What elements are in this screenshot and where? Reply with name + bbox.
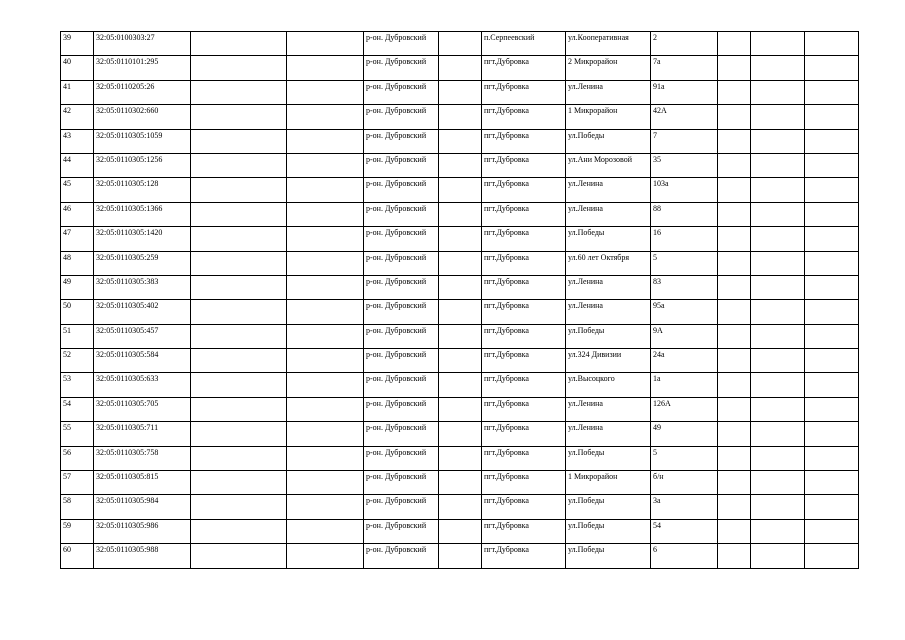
settlement-cell: пгт.Дубровка bbox=[482, 471, 566, 495]
settlement-cell: пгт.Дубровка bbox=[482, 397, 566, 421]
settlement-cell: пгт.Дубровка bbox=[482, 324, 566, 348]
settlement-cell: пгт.Дубровка bbox=[482, 129, 566, 153]
blank-cell bbox=[191, 153, 287, 177]
blank-cell bbox=[287, 32, 364, 56]
street-cell: ул.Ленина bbox=[566, 397, 651, 421]
blank-cell bbox=[439, 251, 482, 275]
row-number-cell: 51 bbox=[61, 324, 94, 348]
blank-cell bbox=[439, 129, 482, 153]
blank-cell bbox=[439, 32, 482, 56]
house-number-cell: 5 bbox=[651, 446, 718, 470]
blank-cell bbox=[191, 56, 287, 80]
settlement-cell: пгт.Дубровка bbox=[482, 178, 566, 202]
blank-cell bbox=[805, 105, 859, 129]
blank-cell bbox=[718, 422, 751, 446]
house-number-cell: 16 bbox=[651, 227, 718, 251]
street-cell: ул.Ленина bbox=[566, 422, 651, 446]
blank-cell bbox=[805, 422, 859, 446]
district-cell: р-он. Дубровский bbox=[364, 80, 439, 104]
house-number-cell: 24а bbox=[651, 349, 718, 373]
settlement-cell: пгт.Дубровка bbox=[482, 56, 566, 80]
cadastral-number-cell: 32:05:0110305:457 bbox=[94, 324, 191, 348]
property-table bbox=[60, 31, 859, 569]
district-cell: р-он. Дубровский bbox=[364, 519, 439, 543]
blank-cell bbox=[191, 129, 287, 153]
blank-cell bbox=[439, 349, 482, 373]
table-row bbox=[61, 422, 859, 446]
blank-cell bbox=[439, 105, 482, 129]
cadastral-number-cell: 32:05:0110305:584 bbox=[94, 349, 191, 373]
blank-cell bbox=[191, 519, 287, 543]
house-number-cell: 1а bbox=[651, 373, 718, 397]
blank-cell bbox=[805, 495, 859, 519]
blank-cell bbox=[287, 105, 364, 129]
house-number-cell: 5 bbox=[651, 251, 718, 275]
blank-cell bbox=[287, 251, 364, 275]
blank-cell bbox=[191, 275, 287, 299]
cadastral-number-cell: 32:05:0110305:383 bbox=[94, 275, 191, 299]
blank-cell bbox=[191, 471, 287, 495]
house-number-cell: 35 bbox=[651, 153, 718, 177]
blank-cell bbox=[191, 202, 287, 226]
blank-cell bbox=[439, 519, 482, 543]
blank-cell bbox=[287, 56, 364, 80]
blank-cell bbox=[439, 153, 482, 177]
blank-cell bbox=[805, 275, 859, 299]
blank-cell bbox=[191, 227, 287, 251]
blank-cell bbox=[751, 446, 805, 470]
blank-cell bbox=[439, 300, 482, 324]
table-row bbox=[61, 251, 859, 275]
blank-cell bbox=[439, 373, 482, 397]
settlement-cell: п.Серпеевский bbox=[482, 32, 566, 56]
settlement-cell: пгт.Дубровка bbox=[482, 349, 566, 373]
house-number-cell: б/н bbox=[651, 471, 718, 495]
blank-cell bbox=[439, 178, 482, 202]
blank-cell bbox=[439, 227, 482, 251]
settlement-cell: пгт.Дубровка bbox=[482, 251, 566, 275]
row-number-cell: 56 bbox=[61, 446, 94, 470]
cadastral-number-cell: 32:05:0110101:295 bbox=[94, 56, 191, 80]
district-cell: р-он. Дубровский bbox=[364, 300, 439, 324]
district-cell: р-он. Дубровский bbox=[364, 471, 439, 495]
street-cell: ул.Ленина bbox=[566, 275, 651, 299]
blank-cell bbox=[751, 202, 805, 226]
blank-cell bbox=[287, 422, 364, 446]
table-row bbox=[61, 129, 859, 153]
district-cell: р-он. Дубровский bbox=[364, 56, 439, 80]
house-number-cell: 95а bbox=[651, 300, 718, 324]
blank-cell bbox=[191, 349, 287, 373]
settlement-cell: пгт.Дубровка bbox=[482, 227, 566, 251]
table-row bbox=[61, 397, 859, 421]
blank-cell bbox=[751, 544, 805, 568]
blank-cell bbox=[191, 446, 287, 470]
table-row bbox=[61, 153, 859, 177]
cadastral-number-cell: 32:05:0110305:815 bbox=[94, 471, 191, 495]
house-number-cell: 91а bbox=[651, 80, 718, 104]
house-number-cell: 54 bbox=[651, 519, 718, 543]
table-row bbox=[61, 300, 859, 324]
table-row bbox=[61, 227, 859, 251]
row-number-cell: 43 bbox=[61, 129, 94, 153]
blank-cell bbox=[751, 275, 805, 299]
blank-cell bbox=[287, 80, 364, 104]
blank-cell bbox=[287, 202, 364, 226]
row-number-cell: 45 bbox=[61, 178, 94, 202]
blank-cell bbox=[191, 80, 287, 104]
blank-cell bbox=[751, 519, 805, 543]
row-number-cell: 53 bbox=[61, 373, 94, 397]
table-row bbox=[61, 202, 859, 226]
house-number-cell: 3а bbox=[651, 495, 718, 519]
district-cell: р-он. Дубровский bbox=[364, 105, 439, 129]
district-cell: р-он. Дубровский bbox=[364, 422, 439, 446]
blank-cell bbox=[805, 373, 859, 397]
blank-cell bbox=[191, 105, 287, 129]
district-cell: р-он. Дубровский bbox=[364, 227, 439, 251]
district-cell: р-он. Дубровский bbox=[364, 251, 439, 275]
blank-cell bbox=[718, 397, 751, 421]
table-row bbox=[61, 544, 859, 568]
blank-cell bbox=[751, 80, 805, 104]
blank-cell bbox=[191, 324, 287, 348]
cadastral-number-cell: 32:05:0110305:988 bbox=[94, 544, 191, 568]
blank-cell bbox=[287, 446, 364, 470]
blank-cell bbox=[191, 251, 287, 275]
blank-cell bbox=[439, 471, 482, 495]
blank-cell bbox=[191, 397, 287, 421]
blank-cell bbox=[751, 324, 805, 348]
blank-cell bbox=[287, 275, 364, 299]
settlement-cell: пгт.Дубровка bbox=[482, 373, 566, 397]
table-body bbox=[61, 32, 859, 569]
blank-cell bbox=[718, 56, 751, 80]
blank-cell bbox=[191, 178, 287, 202]
row-number-cell: 48 bbox=[61, 251, 94, 275]
cadastral-number-cell: 32:05:0110302:660 bbox=[94, 105, 191, 129]
blank-cell bbox=[751, 153, 805, 177]
blank-cell bbox=[718, 227, 751, 251]
blank-cell bbox=[439, 495, 482, 519]
blank-cell bbox=[287, 300, 364, 324]
district-cell: р-он. Дубровский bbox=[364, 32, 439, 56]
blank-cell bbox=[718, 32, 751, 56]
blank-cell bbox=[805, 446, 859, 470]
district-cell: р-он. Дубровский bbox=[364, 129, 439, 153]
blank-cell bbox=[805, 471, 859, 495]
blank-cell bbox=[718, 324, 751, 348]
district-cell: р-он. Дубровский bbox=[364, 178, 439, 202]
blank-cell bbox=[191, 373, 287, 397]
district-cell: р-он. Дубровский bbox=[364, 397, 439, 421]
house-number-cell: 7 bbox=[651, 129, 718, 153]
house-number-cell: 103а bbox=[651, 178, 718, 202]
blank-cell bbox=[287, 373, 364, 397]
street-cell: ул.Победы bbox=[566, 544, 651, 568]
row-number-cell: 49 bbox=[61, 275, 94, 299]
table-row bbox=[61, 178, 859, 202]
row-number-cell: 39 bbox=[61, 32, 94, 56]
settlement-cell: пгт.Дубровка bbox=[482, 153, 566, 177]
cadastral-number-cell: 32:05:0110305:633 bbox=[94, 373, 191, 397]
blank-cell bbox=[439, 202, 482, 226]
blank-cell bbox=[805, 80, 859, 104]
table-row bbox=[61, 324, 859, 348]
street-cell: ул.Высоцкого bbox=[566, 373, 651, 397]
blank-cell bbox=[287, 397, 364, 421]
cadastral-number-cell: 32:05:0110305:711 bbox=[94, 422, 191, 446]
settlement-cell: пгт.Дубровка bbox=[482, 544, 566, 568]
blank-cell bbox=[287, 129, 364, 153]
blank-cell bbox=[805, 202, 859, 226]
blank-cell bbox=[287, 153, 364, 177]
row-number-cell: 44 bbox=[61, 153, 94, 177]
settlement-cell: пгт.Дубровка bbox=[482, 275, 566, 299]
blank-cell bbox=[287, 227, 364, 251]
blank-cell bbox=[751, 32, 805, 56]
district-cell: р-он. Дубровский bbox=[364, 324, 439, 348]
blank-cell bbox=[718, 471, 751, 495]
blank-cell bbox=[751, 105, 805, 129]
blank-cell bbox=[287, 349, 364, 373]
blank-cell bbox=[805, 32, 859, 56]
blank-cell bbox=[718, 519, 751, 543]
house-number-cell: 6 bbox=[651, 544, 718, 568]
blank-cell bbox=[439, 397, 482, 421]
street-cell: 1 Микрорайон bbox=[566, 105, 651, 129]
cadastral-number-cell: 32:05:0110305:984 bbox=[94, 495, 191, 519]
house-number-cell: 83 bbox=[651, 275, 718, 299]
table-row bbox=[61, 519, 859, 543]
table-row bbox=[61, 373, 859, 397]
blank-cell bbox=[751, 129, 805, 153]
street-cell: ул.Победы bbox=[566, 324, 651, 348]
blank-cell bbox=[718, 202, 751, 226]
blank-cell bbox=[287, 544, 364, 568]
blank-cell bbox=[439, 56, 482, 80]
blank-cell bbox=[751, 227, 805, 251]
table-row bbox=[61, 56, 859, 80]
blank-cell bbox=[439, 422, 482, 446]
blank-cell bbox=[805, 129, 859, 153]
street-cell: ул.Ани Морозовой bbox=[566, 153, 651, 177]
district-cell: р-он. Дубровский bbox=[364, 544, 439, 568]
row-number-cell: 46 bbox=[61, 202, 94, 226]
blank-cell bbox=[805, 349, 859, 373]
table-row bbox=[61, 349, 859, 373]
cadastral-number-cell: 32:05:0110305:1059 bbox=[94, 129, 191, 153]
blank-cell bbox=[718, 446, 751, 470]
blank-cell bbox=[439, 544, 482, 568]
street-cell: ул.Победы bbox=[566, 227, 651, 251]
house-number-cell: 42А bbox=[651, 105, 718, 129]
table-row bbox=[61, 275, 859, 299]
street-cell: ул.324 Дивизии bbox=[566, 349, 651, 373]
table-row bbox=[61, 105, 859, 129]
blank-cell bbox=[287, 471, 364, 495]
settlement-cell: пгт.Дубровка bbox=[482, 422, 566, 446]
district-cell: р-он. Дубровский bbox=[364, 495, 439, 519]
blank-cell bbox=[718, 300, 751, 324]
street-cell: ул.Ленина bbox=[566, 202, 651, 226]
settlement-cell: пгт.Дубровка bbox=[482, 202, 566, 226]
blank-cell bbox=[718, 544, 751, 568]
cadastral-number-cell: 32:05:0100303:27 bbox=[94, 32, 191, 56]
blank-cell bbox=[751, 397, 805, 421]
street-cell: 1 Микрорайон bbox=[566, 471, 651, 495]
settlement-cell: пгт.Дубровка bbox=[482, 519, 566, 543]
blank-cell bbox=[805, 544, 859, 568]
row-number-cell: 55 bbox=[61, 422, 94, 446]
blank-cell bbox=[805, 178, 859, 202]
blank-cell bbox=[718, 349, 751, 373]
row-number-cell: 42 bbox=[61, 105, 94, 129]
street-cell: ул.60 лет Октября bbox=[566, 251, 651, 275]
district-cell: р-он. Дубровский bbox=[364, 275, 439, 299]
blank-cell bbox=[718, 178, 751, 202]
cadastral-number-cell: 32:05:0110305:1256 bbox=[94, 153, 191, 177]
row-number-cell: 60 bbox=[61, 544, 94, 568]
cadastral-number-cell: 32:05:0110305:1366 bbox=[94, 202, 191, 226]
blank-cell bbox=[718, 251, 751, 275]
blank-cell bbox=[439, 446, 482, 470]
street-cell: ул.Ленина bbox=[566, 80, 651, 104]
settlement-cell: пгт.Дубровка bbox=[482, 446, 566, 470]
blank-cell bbox=[751, 56, 805, 80]
house-number-cell: 2 bbox=[651, 32, 718, 56]
district-cell: р-он. Дубровский bbox=[364, 349, 439, 373]
district-cell: р-он. Дубровский bbox=[364, 202, 439, 226]
blank-cell bbox=[287, 495, 364, 519]
blank-cell bbox=[718, 105, 751, 129]
blank-cell bbox=[805, 153, 859, 177]
blank-cell bbox=[191, 32, 287, 56]
street-cell: ул.Победы bbox=[566, 495, 651, 519]
house-number-cell: 49 bbox=[651, 422, 718, 446]
street-cell: 2 Микрорайон bbox=[566, 56, 651, 80]
cadastral-number-cell: 32:05:0110205:26 bbox=[94, 80, 191, 104]
blank-cell bbox=[718, 495, 751, 519]
table-row bbox=[61, 80, 859, 104]
row-number-cell: 59 bbox=[61, 519, 94, 543]
blank-cell bbox=[287, 178, 364, 202]
street-cell: ул.Победы bbox=[566, 519, 651, 543]
cadastral-number-cell: 32:05:0110305:758 bbox=[94, 446, 191, 470]
house-number-cell: 88 bbox=[651, 202, 718, 226]
district-cell: р-он. Дубровский bbox=[364, 446, 439, 470]
street-cell: ул.Кооперативная bbox=[566, 32, 651, 56]
blank-cell bbox=[751, 373, 805, 397]
table-row bbox=[61, 446, 859, 470]
district-cell: р-он. Дубровский bbox=[364, 153, 439, 177]
blank-cell bbox=[751, 349, 805, 373]
cadastral-number-cell: 32:05:0110305:986 bbox=[94, 519, 191, 543]
blank-cell bbox=[718, 153, 751, 177]
table-row bbox=[61, 495, 859, 519]
blank-cell bbox=[751, 251, 805, 275]
row-number-cell: 41 bbox=[61, 80, 94, 104]
row-number-cell: 40 bbox=[61, 56, 94, 80]
settlement-cell: пгт.Дубровка bbox=[482, 495, 566, 519]
settlement-cell: пгт.Дубровка bbox=[482, 80, 566, 104]
row-number-cell: 54 bbox=[61, 397, 94, 421]
blank-cell bbox=[191, 422, 287, 446]
blank-cell bbox=[805, 300, 859, 324]
blank-cell bbox=[751, 300, 805, 324]
blank-cell bbox=[751, 178, 805, 202]
settlement-cell: пгт.Дубровка bbox=[482, 300, 566, 324]
street-cell: ул.Ленина bbox=[566, 300, 651, 324]
blank-cell bbox=[191, 495, 287, 519]
blank-cell bbox=[287, 519, 364, 543]
street-cell: ул.Победы bbox=[566, 129, 651, 153]
blank-cell bbox=[718, 275, 751, 299]
blank-cell bbox=[805, 324, 859, 348]
house-number-cell: 126А bbox=[651, 397, 718, 421]
blank-cell bbox=[439, 275, 482, 299]
blank-cell bbox=[805, 251, 859, 275]
house-number-cell: 7а bbox=[651, 56, 718, 80]
cadastral-number-cell: 32:05:0110305:128 bbox=[94, 178, 191, 202]
row-number-cell: 50 bbox=[61, 300, 94, 324]
blank-cell bbox=[718, 129, 751, 153]
blank-cell bbox=[439, 324, 482, 348]
row-number-cell: 57 bbox=[61, 471, 94, 495]
table-row bbox=[61, 32, 859, 56]
blank-cell bbox=[718, 373, 751, 397]
street-cell: ул.Победы bbox=[566, 446, 651, 470]
row-number-cell: 47 bbox=[61, 227, 94, 251]
blank-cell bbox=[751, 471, 805, 495]
settlement-cell: пгт.Дубровка bbox=[482, 105, 566, 129]
row-number-cell: 52 bbox=[61, 349, 94, 373]
row-number-cell: 58 bbox=[61, 495, 94, 519]
blank-cell bbox=[191, 300, 287, 324]
street-cell: ул.Ленина bbox=[566, 178, 651, 202]
blank-cell bbox=[191, 544, 287, 568]
blank-cell bbox=[439, 80, 482, 104]
blank-cell bbox=[718, 80, 751, 104]
district-cell: р-он. Дубровский bbox=[364, 373, 439, 397]
blank-cell bbox=[805, 519, 859, 543]
table-row bbox=[61, 471, 859, 495]
blank-cell bbox=[287, 324, 364, 348]
house-number-cell: 9А bbox=[651, 324, 718, 348]
blank-cell bbox=[751, 422, 805, 446]
blank-cell bbox=[805, 397, 859, 421]
blank-cell bbox=[805, 56, 859, 80]
cadastral-number-cell: 32:05:0110305:705 bbox=[94, 397, 191, 421]
cadastral-number-cell: 32:05:0110305:1420 bbox=[94, 227, 191, 251]
blank-cell bbox=[805, 227, 859, 251]
cadastral-number-cell: 32:05:0110305:259 bbox=[94, 251, 191, 275]
blank-cell bbox=[751, 495, 805, 519]
cadastral-number-cell: 32:05:0110305:402 bbox=[94, 300, 191, 324]
